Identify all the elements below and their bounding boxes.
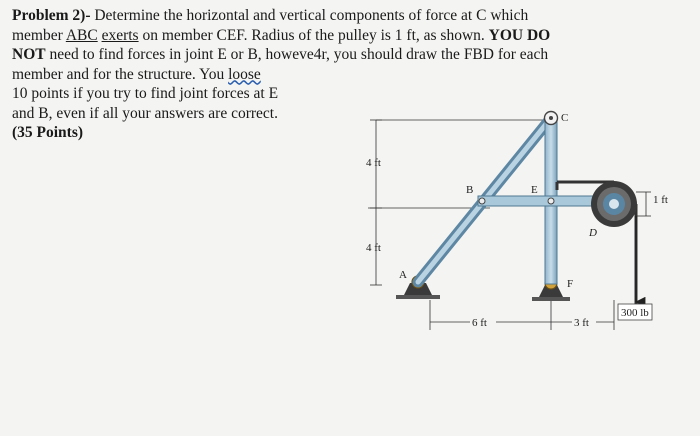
label-f: F [567, 278, 574, 290]
exerts-underlined: exerts [101, 26, 139, 44]
problem-number: Problem 2)- [12, 7, 91, 24]
pin-e [548, 198, 554, 204]
dim-label-4ft-top: 4 ft [366, 157, 381, 169]
problem-line-5: 10 points if you try to find joint forces at E [12, 85, 279, 102]
problem-text-2a: member [12, 26, 66, 44]
dim-label-3ft: 3 ft [574, 317, 589, 329]
problem-line-6: and B, even if all your answers are correct. [12, 104, 278, 122]
pin-b [479, 198, 485, 204]
pin-c-center [549, 116, 553, 120]
label-d: D [589, 227, 597, 239]
label-e: E [531, 184, 538, 196]
emphasis-not: NOT [12, 46, 46, 63]
problem-points: (35 Points) [12, 124, 84, 141]
member-abc-underlined: ABC [65, 26, 98, 44]
emphasis-you-do: YOU DO [488, 26, 551, 44]
problem-text-3b: need to find forces in joint E or B, howeve4r, you should draw the FBD for each [45, 46, 549, 63]
dim-label-6ft: 6 ft [472, 317, 487, 329]
load-label: 300 lb [621, 307, 649, 319]
problem-text-2e: on member CEF. Radius of the pulley is 1 ft, as shown. [138, 26, 489, 44]
label-a: A [399, 269, 407, 281]
loose-underlined: loose [228, 65, 261, 83]
problem-text-1: Determine the horizontal and vertical components of force at C which [90, 7, 529, 24]
dim-label-1ft: 1 ft [653, 194, 668, 206]
label-c: C [561, 112, 569, 124]
dim-label-4ft-bottom: 4 ft [366, 242, 381, 254]
problem-text-4a: member and for the structure. You [12, 65, 229, 83]
label-b: B [466, 184, 474, 196]
pulley-d [591, 181, 637, 227]
